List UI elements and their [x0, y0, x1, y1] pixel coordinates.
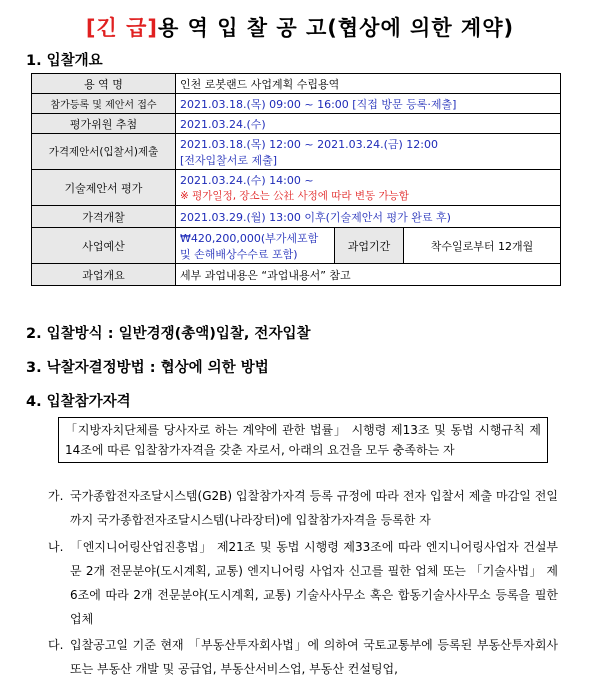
title-main: 용 역 입 찰 공 고(협상에 의한 계약) [158, 16, 515, 40]
tech-evaluation-note: ※ 평가일정, 장소는 公社 사정에 따라 변동 가능함 [180, 190, 409, 202]
item-marker: 나. [48, 540, 64, 554]
table-row [32, 206, 561, 228]
label-price-proposal: 가격제안서(입찰서)제출 [32, 134, 176, 170]
label-task-overview: 과업개요 [32, 264, 176, 286]
section-1-heading: 1. 입찰개요 [26, 53, 103, 69]
table-row [32, 94, 561, 114]
price-proposal-period: 2021.03.18.(목) 12:00 ~ 2021.03.24.(금) 12:00 [180, 137, 438, 151]
price-proposal-method: [전자입찰서로 제출] [180, 153, 278, 167]
list-item [48, 484, 558, 532]
list-item [48, 633, 558, 681]
value-evaluator-draw: 2021.03.24.(수) [176, 114, 561, 134]
item-text: 국가종합전자조달시스템(G2B) 입찰참가자격 등록 규정에 따라 전자 입찰서 제출 마감일 전일까지 국가종합전자조달시스템(나라장터)에 입찰참가자격을 등록한 자 [70, 489, 558, 527]
page-title [0, 12, 600, 42]
section-2-heading: 2. 입찰방식 : 일반경쟁(총액)입찰, 전자입찰 [26, 326, 311, 342]
table-row [32, 170, 561, 206]
value-price-proposal [176, 134, 561, 170]
label-registration: 참가등록 및 제안서 접수 [32, 94, 176, 114]
table-row [32, 228, 561, 264]
item-marker: 가. [48, 489, 64, 503]
table-row [32, 114, 561, 134]
table-row [32, 74, 561, 94]
value-task-overview: 세부 과업내용은 “과업내용서” 참고 [176, 264, 561, 286]
table-row [32, 264, 561, 286]
value-period: 착수일로부터 12개월 [404, 228, 561, 264]
item-text: 입찰공고일 기준 현재 「부동산투자회사법」에 의하여 국토교통부에 등록된 부동산투자회사 또는 부동산 개발 및 공급업, 부동산서비스업, 부동산 컨설팅업, [70, 638, 558, 676]
budget-amount: ₩420,200,000(부가세포함 [180, 231, 319, 245]
value-price-opening: 2021.03.29.(월) 13:00 이후(기술제안서 평가 완료 후) [176, 206, 561, 228]
table-row [32, 134, 561, 170]
value-budget [176, 228, 335, 264]
label-price-opening: 가격개찰 [32, 206, 176, 228]
section-4-heading: 4. 입찰참가자격 [26, 394, 131, 410]
list-item [48, 535, 558, 631]
label-budget: 사업예산 [32, 228, 176, 264]
tech-evaluation-date: 2021.03.24.(수) 14:00 ~ [180, 174, 314, 187]
label-service-name: 용 역 명 [32, 74, 176, 94]
value-service-name: 인천 로봇랜드 사업계획 수립용역 [176, 74, 561, 94]
value-registration: 2021.03.18.(목) 09:00 ~ 16:00 [직접 방문 등록·제출] [176, 94, 561, 114]
label-evaluator-draw: 평가위원 추첨 [32, 114, 176, 134]
section-3-heading: 3. 낙찰자결정방법 : 협상에 의한 방법 [26, 360, 269, 376]
item-marker: 다. [48, 638, 64, 652]
bid-overview-table [31, 73, 561, 286]
value-tech-evaluation [176, 170, 561, 206]
eligibility-box: 「지방자치단체를 당사자로 하는 계약에 관한 법률」 시행령 제13조 및 동법 시행규칙 제14조에 따른 입찰참가자격을 갖춘 자로서, 아래의 요건을 모두 충족하는 자 [58, 417, 548, 463]
item-text: 「엔지니어링산업진흥법」 제21조 및 동법 시행령 제33조에 따라 엔지니어링사업자 건설부문 2개 전문분야(도시계획, 교통) 엔지니어링 사업자 신고를 필한 업체 또는 「기술사법」 제6조에 따라 2개 전문분야(도시계획, 교통) 기술사사무소 혹은 합동기술사사무소 등록을 필한 업체 [70, 540, 558, 626]
label-tech-evaluation: 기술제안서 평가 [32, 170, 176, 206]
budget-note: 및 손해배상수수료 포함) [180, 247, 298, 261]
label-period: 과업기간 [335, 228, 404, 264]
urgent-tag: [긴 급] [85, 16, 158, 40]
